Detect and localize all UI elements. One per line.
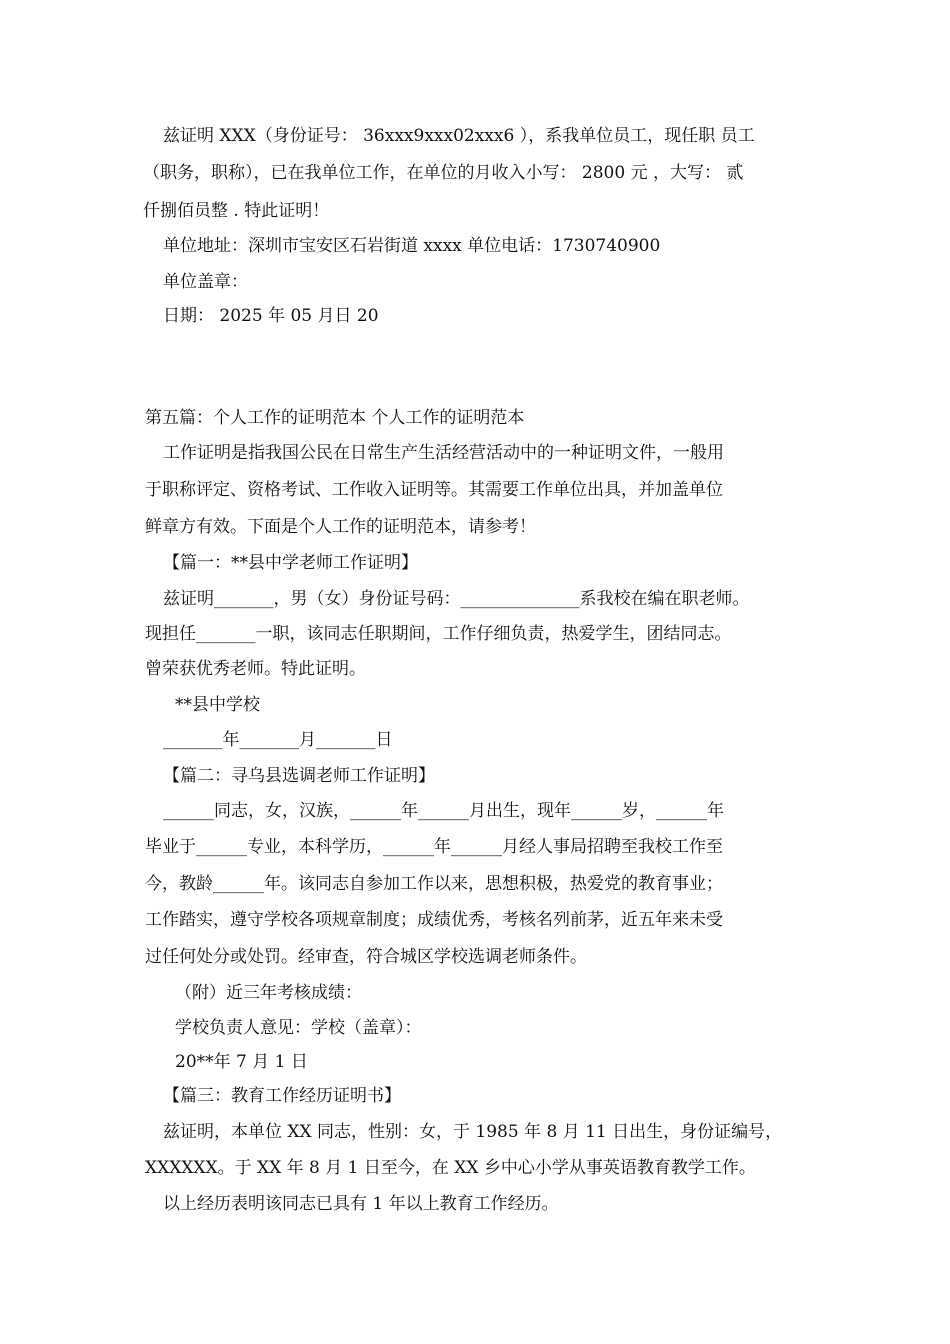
text-line: ______同志，女，汉族，______年______月出生，现年______岁，______年 bbox=[163, 801, 724, 821]
text-line: 学校负责人意见：学校（盖章）： bbox=[175, 1018, 422, 1038]
date-line: _______年_______月_______日 bbox=[163, 730, 393, 750]
text-line: 单位盖章： bbox=[163, 272, 248, 292]
section-heading: 第五篇：个人工作的证明范本 个人工作的证明范本 bbox=[145, 408, 525, 428]
text-line: 兹证明 XXX（身份证号： 36xxx9xxx02xxx6 ），系我单位员工，现任职 员工 bbox=[163, 126, 755, 146]
text-line: 工作踏实，遵守学校各项规章制度；成绩优秀，考核名列前茅，近五年来未受 bbox=[145, 910, 723, 930]
text-line: 单位地址：深圳市宝安区石岩街道 xxxx 单位电话：1730740900 bbox=[163, 236, 661, 256]
text-line: （附）近三年考核成绩： bbox=[175, 983, 362, 1003]
text-line: 日期： 2025 年 05 月日 20 bbox=[163, 306, 379, 326]
text-line: 兹证明_______，男（女）身份证号码：______________系我校在编在职老师。 bbox=[163, 589, 750, 609]
subsection-heading: 【篇一：**县中学老师工作证明】 bbox=[163, 553, 418, 573]
text-line: 现担任_______一职，该同志任职期间，工作仔细负责，热爱学生，团结同志。 bbox=[145, 624, 732, 644]
text-line: 鲜章方有效。下面是个人工作的证明范本，请参考！ bbox=[145, 517, 536, 537]
text-line: 工作证明是指我国公民在日常生产生活经营活动中的一种证明文件，一般用 bbox=[163, 443, 724, 463]
text-line: 曾荣获优秀老师。特此证明。 bbox=[145, 659, 366, 679]
text-line: 于职称评定、资格考试、工作收入证明等。其需要工作单位出具，并加盖单位 bbox=[145, 480, 723, 500]
text-line: XXXXXX。于 XX 年 8 月 1 日至今，在 XX 乡中心小学从事英语教育教学工作。 bbox=[145, 1158, 756, 1178]
signature-line: **县中学校 bbox=[175, 695, 260, 715]
text-line: 以上经历表明该同志已具有 1 年以上教育工作经历。 bbox=[163, 1194, 559, 1214]
text-line: 过任何处分或处罚。经审查，符合城区学校选调老师条件。 bbox=[145, 947, 587, 967]
text-line: 今，教龄______年。该同志自参加工作以来，思想积极，热爱党的教育事业； bbox=[145, 874, 723, 894]
subsection-heading: 【篇三：教育工作经历证明书】 bbox=[163, 1086, 401, 1106]
text-line: 毕业于______专业，本科学历，______年______月经人事局招聘至我校工作至 bbox=[145, 837, 723, 857]
text-line: 仟捌佰员整 . 特此证明！ bbox=[143, 201, 330, 221]
date-line: 20**年 7 月 1 日 bbox=[175, 1052, 308, 1072]
text-line: 兹证明，本单位 XX 同志，性别：女，于 1985 年 8 月 11 日出生，身份证编号， bbox=[163, 1122, 783, 1142]
text-line: （职务，职称），已在我单位工作，在单位的月收入小写： 2800 元 ，大写： 贰 bbox=[143, 163, 744, 183]
subsection-heading: 【篇二：寻乌县选调老师工作证明】 bbox=[163, 766, 435, 786]
